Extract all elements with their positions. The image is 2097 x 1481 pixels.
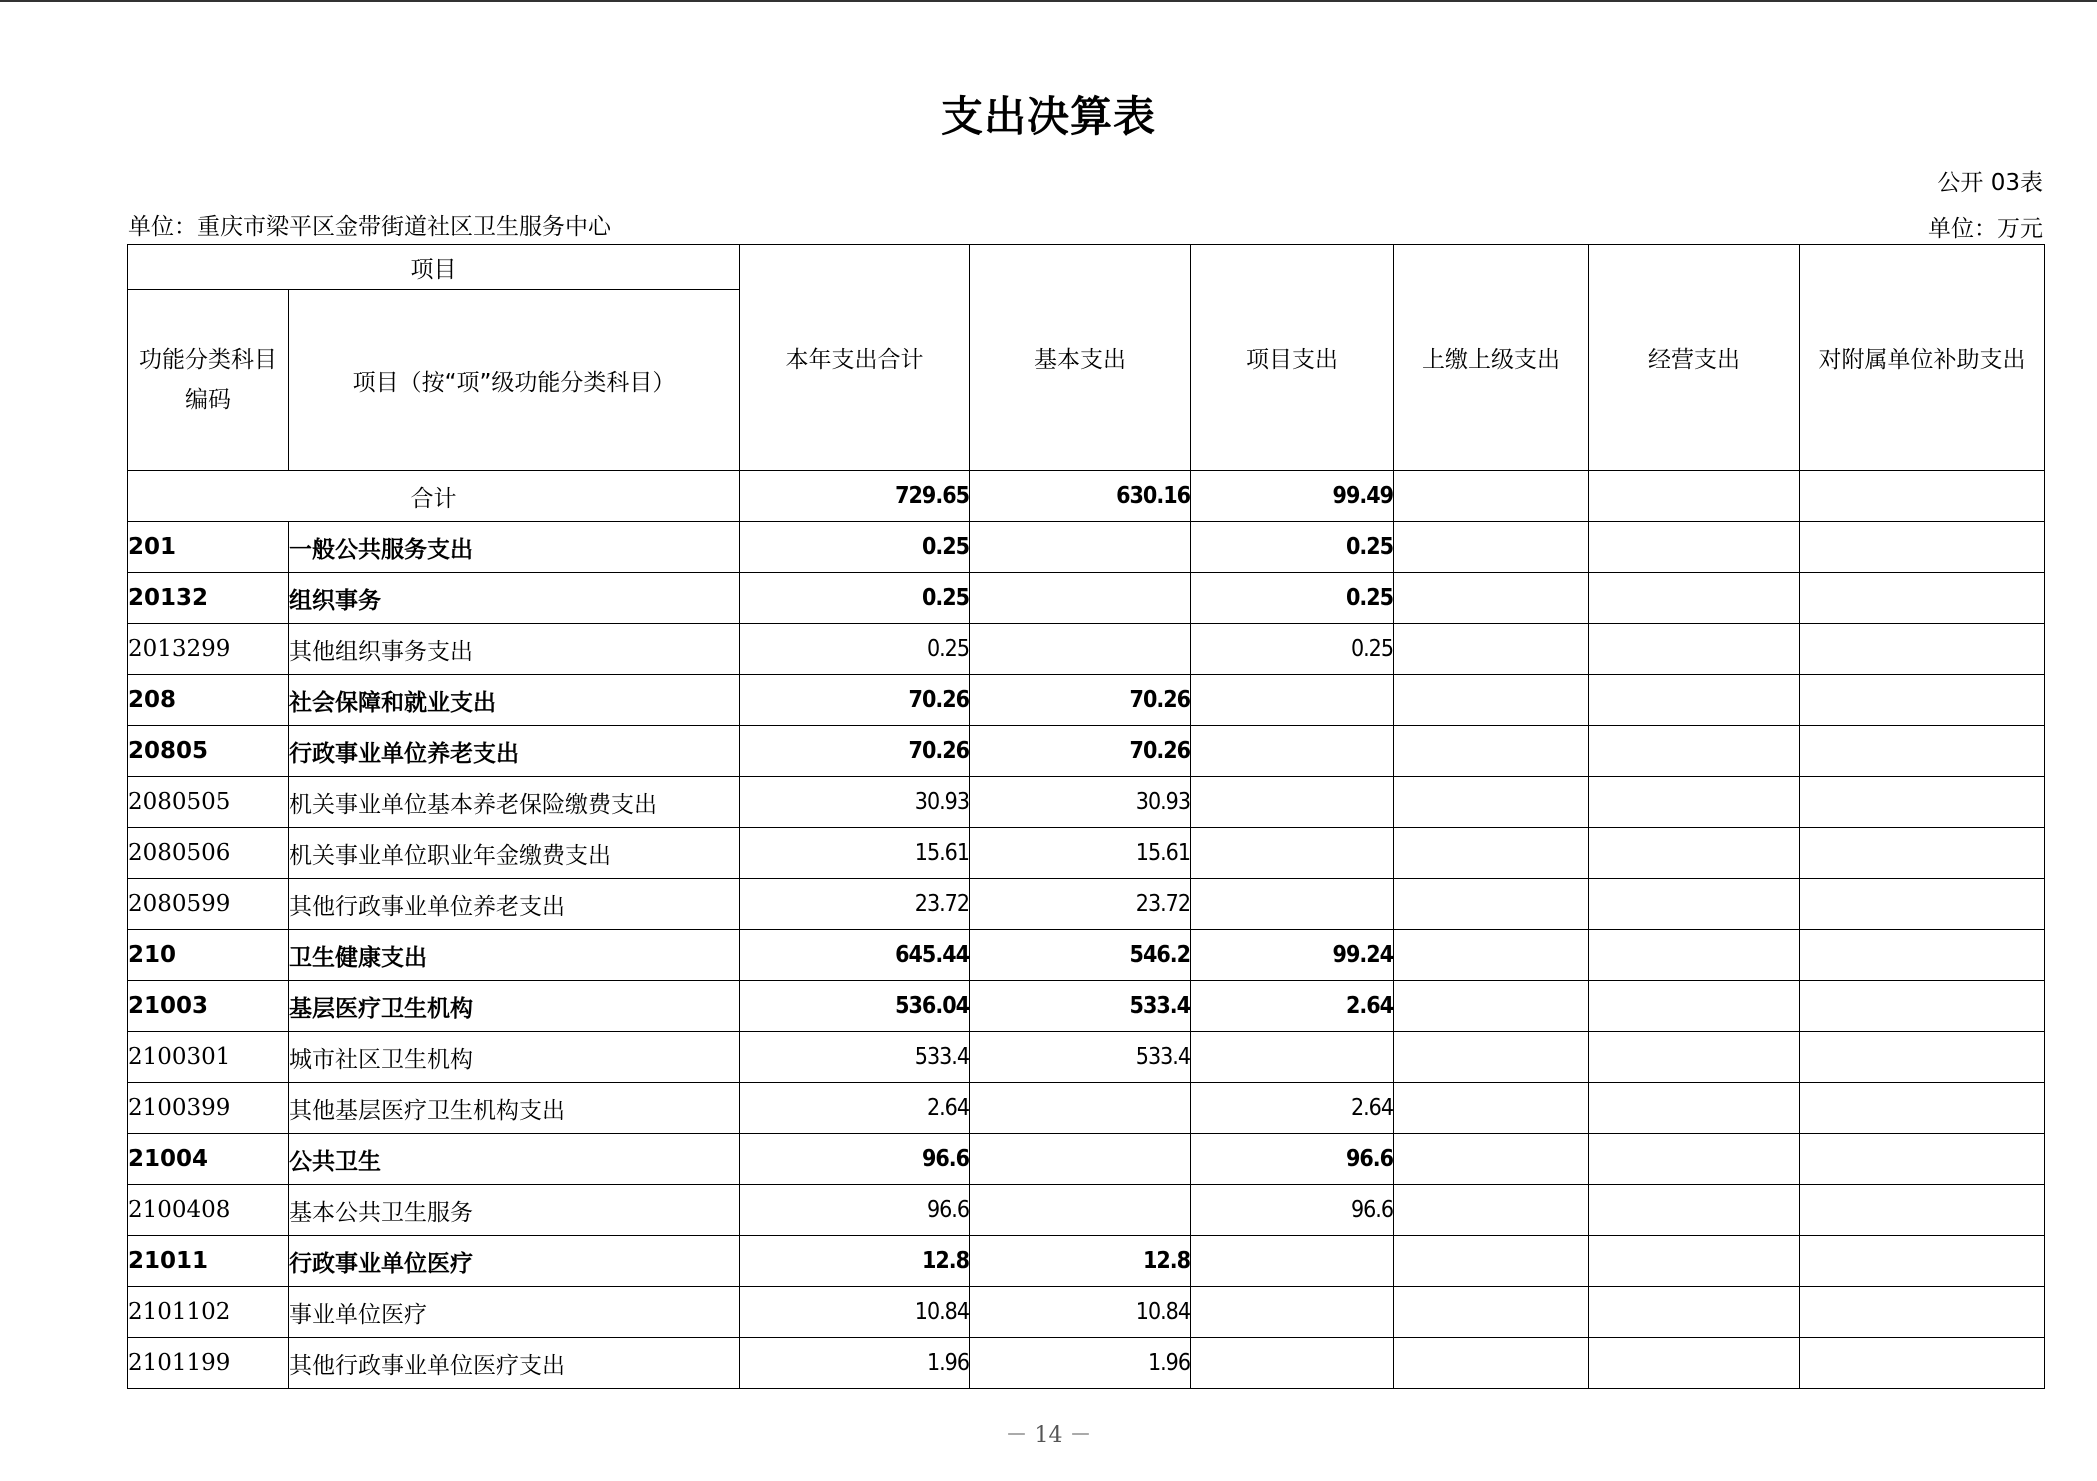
- business-cell: [1589, 522, 1800, 573]
- table-row: [128, 879, 2045, 930]
- subsidy-cell: [1800, 1236, 2045, 1287]
- project-cell: 0.25: [1191, 573, 1394, 624]
- name-cell: 组织事务: [289, 573, 740, 624]
- table-row: [128, 1134, 2045, 1185]
- subsidy-cell: [1800, 1338, 2045, 1389]
- reporting-unit: 单位：重庆市梁平区金带街道社区卫生服务中心: [128, 214, 611, 240]
- subsidy-cell: [1800, 777, 2045, 828]
- name-cell: 卫生健康支出: [289, 930, 740, 981]
- total-cell: 0.25: [740, 573, 970, 624]
- total-cell: 1.96: [740, 1338, 970, 1389]
- table-row: [128, 1287, 2045, 1338]
- table-row: [128, 675, 2045, 726]
- business-cell: [1589, 1338, 1800, 1389]
- project-cell: [1191, 1032, 1394, 1083]
- code-cell: 21011: [128, 1236, 289, 1287]
- name-cell: 一般公共服务支出: [289, 522, 740, 573]
- total-cell: 96.6: [740, 1134, 970, 1185]
- business-cell: [1589, 624, 1800, 675]
- subsidy-cell: [1800, 981, 2045, 1032]
- name-cell: 机关事业单位基本养老保险缴费支出: [289, 777, 740, 828]
- upper-cell: [1394, 879, 1589, 930]
- upper-cell: [1394, 1032, 1589, 1083]
- code-cell: 2080599: [128, 879, 289, 930]
- project-cell: 96.6: [1191, 1185, 1394, 1236]
- subsidy-cell: [1800, 1185, 2045, 1236]
- upper-cell: [1394, 930, 1589, 981]
- header-total: 本年支出合计: [740, 245, 970, 471]
- expenditure-table: [127, 244, 2045, 1389]
- table-row: [128, 777, 2045, 828]
- total-cell: 23.72: [740, 879, 970, 930]
- table-row: [128, 1032, 2045, 1083]
- project-cell: 2.64: [1191, 1083, 1394, 1134]
- project-cell: [1191, 726, 1394, 777]
- header-row-top: [128, 245, 2045, 290]
- code-cell: 201: [128, 522, 289, 573]
- total-row: [128, 471, 2045, 522]
- basic-cell: 70.26: [970, 726, 1191, 777]
- upper-cell: [1394, 1134, 1589, 1185]
- project-cell: [1191, 879, 1394, 930]
- project-cell: [1191, 675, 1394, 726]
- name-cell: 机关事业单位职业年金缴费支出: [289, 828, 740, 879]
- business-cell: [1589, 573, 1800, 624]
- basic-cell: 23.72: [970, 879, 1191, 930]
- subsidy-cell: [1800, 675, 2045, 726]
- subsidy-cell: [1800, 828, 2045, 879]
- code-cell: 2100408: [128, 1185, 289, 1236]
- subsidy-cell: [1800, 726, 2045, 777]
- project-cell: [1191, 1287, 1394, 1338]
- upper-cell: [1394, 1236, 1589, 1287]
- name-cell: 其他基层医疗卫生机构支出: [289, 1083, 740, 1134]
- project-cell: [1191, 1338, 1394, 1389]
- total-upper: [1394, 471, 1589, 522]
- basic-cell: [970, 1134, 1191, 1185]
- subsidy-cell: [1800, 573, 2045, 624]
- business-cell: [1589, 1287, 1800, 1338]
- code-cell: 20132: [128, 573, 289, 624]
- code-cell: 210: [128, 930, 289, 981]
- project-cell: [1191, 1236, 1394, 1287]
- business-cell: [1589, 1185, 1800, 1236]
- page-title: 支出决算表: [940, 92, 1156, 141]
- header-code: 功能分类科目编码: [128, 290, 289, 471]
- table-row: [128, 573, 2045, 624]
- code-cell: 21003: [128, 981, 289, 1032]
- table-row: [128, 1338, 2045, 1389]
- name-cell: 其他组织事务支出: [289, 624, 740, 675]
- name-cell: 事业单位医疗: [289, 1287, 740, 1338]
- name-cell: 行政事业单位医疗: [289, 1236, 740, 1287]
- subsidy-cell: [1800, 1083, 2045, 1134]
- project-cell: 0.25: [1191, 522, 1394, 573]
- business-cell: [1589, 1134, 1800, 1185]
- code-cell: 208: [128, 675, 289, 726]
- code-cell: 2080506: [128, 828, 289, 879]
- basic-cell: [970, 522, 1191, 573]
- total-cell: 30.93: [740, 777, 970, 828]
- total-cell: 645.44: [740, 930, 970, 981]
- basic-cell: [970, 573, 1191, 624]
- name-cell: 基层医疗卫生机构: [289, 981, 740, 1032]
- upper-cell: [1394, 573, 1589, 624]
- basic-cell: 30.93: [970, 777, 1191, 828]
- table-row: [128, 981, 2045, 1032]
- name-cell: 行政事业单位养老支出: [289, 726, 740, 777]
- total-cell: 0.25: [740, 624, 970, 675]
- name-cell: 社会保障和就业支出: [289, 675, 740, 726]
- project-cell: 99.24: [1191, 930, 1394, 981]
- basic-cell: 546.2: [970, 930, 1191, 981]
- total-cell: 536.04: [740, 981, 970, 1032]
- subsidy-cell: [1800, 624, 2045, 675]
- form-number: 公开 03表: [1937, 170, 2043, 196]
- top-border-line: [0, 0, 2097, 2]
- project-cell: 0.25: [1191, 624, 1394, 675]
- upper-cell: [1394, 777, 1589, 828]
- table-row: [128, 828, 2045, 879]
- total-business: [1589, 471, 1800, 522]
- table-body: [128, 471, 2045, 1389]
- project-cell: 96.6: [1191, 1134, 1394, 1185]
- upper-cell: [1394, 1185, 1589, 1236]
- header-upper: 上缴上级支出: [1394, 245, 1589, 471]
- basic-cell: 533.4: [970, 981, 1191, 1032]
- upper-cell: [1394, 624, 1589, 675]
- table-row: [128, 1185, 2045, 1236]
- name-cell: 公共卫生: [289, 1134, 740, 1185]
- name-cell: 基本公共卫生服务: [289, 1185, 740, 1236]
- total-cell: 70.26: [740, 726, 970, 777]
- code-cell: 2080505: [128, 777, 289, 828]
- business-cell: [1589, 879, 1800, 930]
- total-basic: 630.16: [970, 471, 1191, 522]
- code-cell: 2101102: [128, 1287, 289, 1338]
- header-project: 项目支出: [1191, 245, 1394, 471]
- table-row: [128, 522, 2045, 573]
- basic-cell: 10.84: [970, 1287, 1191, 1338]
- total-cell: 10.84: [740, 1287, 970, 1338]
- code-cell: 21004: [128, 1134, 289, 1185]
- subsidy-cell: [1800, 1134, 2045, 1185]
- header-subsidy: 对附属单位补助支出: [1800, 245, 2045, 471]
- subsidy-cell: [1800, 522, 2045, 573]
- upper-cell: [1394, 828, 1589, 879]
- upper-cell: [1394, 981, 1589, 1032]
- header-name: 项目（按“项”级功能分类科目）: [289, 290, 740, 471]
- total-cell: 96.6: [740, 1185, 970, 1236]
- total-cell: 0.25: [740, 522, 970, 573]
- subsidy-cell: [1800, 879, 2045, 930]
- upper-cell: [1394, 1287, 1589, 1338]
- code-cell: 2013299: [128, 624, 289, 675]
- total-cell: 533.4: [740, 1032, 970, 1083]
- total-project: 99.49: [1191, 471, 1394, 522]
- upper-cell: [1394, 1338, 1589, 1389]
- subsidy-cell: [1800, 1287, 2045, 1338]
- business-cell: [1589, 1236, 1800, 1287]
- total-cell: 12.8: [740, 1236, 970, 1287]
- business-cell: [1589, 1032, 1800, 1083]
- business-cell: [1589, 726, 1800, 777]
- basic-cell: 533.4: [970, 1032, 1191, 1083]
- project-cell: 2.64: [1191, 981, 1394, 1032]
- total-label: 合计: [128, 471, 740, 522]
- basic-cell: [970, 1083, 1191, 1134]
- basic-cell: [970, 1185, 1191, 1236]
- business-cell: [1589, 675, 1800, 726]
- page-number: － 14 －: [1005, 1423, 1092, 1448]
- code-cell: 2100399: [128, 1083, 289, 1134]
- upper-cell: [1394, 522, 1589, 573]
- table-row: [128, 1083, 2045, 1134]
- name-cell: 其他行政事业单位养老支出: [289, 879, 740, 930]
- project-cell: [1191, 777, 1394, 828]
- business-cell: [1589, 930, 1800, 981]
- upper-cell: [1394, 726, 1589, 777]
- basic-cell: 15.61: [970, 828, 1191, 879]
- project-cell: [1191, 828, 1394, 879]
- upper-cell: [1394, 675, 1589, 726]
- code-cell: 2101199: [128, 1338, 289, 1389]
- subsidy-cell: [1800, 1032, 2045, 1083]
- business-cell: [1589, 828, 1800, 879]
- table-row: [128, 624, 2045, 675]
- total-total: 729.65: [740, 471, 970, 522]
- basic-cell: 70.26: [970, 675, 1191, 726]
- table-row: [128, 930, 2045, 981]
- code-cell: 2100301: [128, 1032, 289, 1083]
- business-cell: [1589, 1083, 1800, 1134]
- total-cell: 2.64: [740, 1083, 970, 1134]
- name-cell: 其他行政事业单位医疗支出: [289, 1338, 740, 1389]
- currency-unit: 单位：万元: [1928, 216, 2043, 242]
- subsidy-cell: [1800, 930, 2045, 981]
- basic-cell: 12.8: [970, 1236, 1191, 1287]
- total-subsidy: [1800, 471, 2045, 522]
- basic-cell: [970, 624, 1191, 675]
- business-cell: [1589, 777, 1800, 828]
- table-row: [128, 726, 2045, 777]
- total-cell: 15.61: [740, 828, 970, 879]
- code-cell: 20805: [128, 726, 289, 777]
- table-row: [128, 1236, 2045, 1287]
- header-item: 项目: [128, 245, 740, 290]
- upper-cell: [1394, 1083, 1589, 1134]
- total-cell: 70.26: [740, 675, 970, 726]
- business-cell: [1589, 981, 1800, 1032]
- header-basic: 基本支出: [970, 245, 1191, 471]
- header-business: 经营支出: [1589, 245, 1800, 471]
- name-cell: 城市社区卫生机构: [289, 1032, 740, 1083]
- basic-cell: 1.96: [970, 1338, 1191, 1389]
